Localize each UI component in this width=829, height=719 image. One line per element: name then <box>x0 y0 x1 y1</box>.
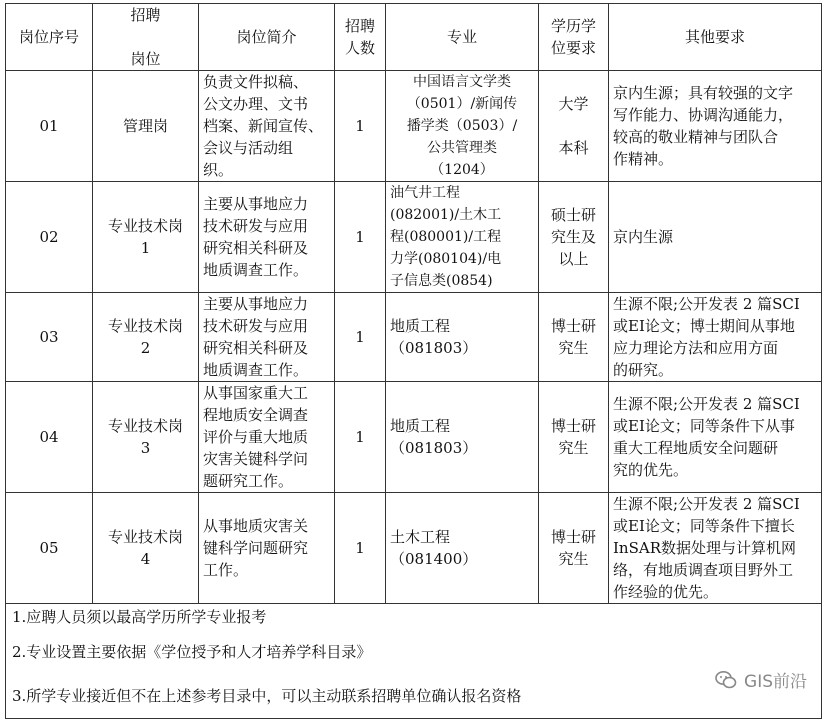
cell-major: 土木工程 （081400） <box>386 493 539 604</box>
header-other: 其他要求 <box>609 4 822 71</box>
cell-intro: 主要从事地应力 技术研发与应用 研究相关科研及 地质调查工作。 <box>199 182 335 293</box>
cell-no: 03 <box>6 293 93 382</box>
cell-other: 生源不限;公开发表 2 篇SCI 或EI论文；同等条件下擅长 InSAR数据处理与计算机网 络，有地质调查项目野外工 作经验的优先。 <box>609 493 822 604</box>
header-degree: 学历学 位要求 <box>539 4 609 71</box>
cell-count: 1 <box>335 493 386 604</box>
header-intro: 岗位简介 <box>199 4 335 71</box>
cell-no: 04 <box>6 382 93 493</box>
cell-intro: 主要从事地应力 技术研发与应用 研究相关科研及 地质调查工作。 <box>199 293 335 382</box>
cell-degree: 博士研 究生 <box>539 493 609 604</box>
cell-other: 生源不限;公开发表 2 篇SCI 或EI论文；博士期间从事地 应力理论方法和应用方面 的研究。 <box>609 293 822 382</box>
cell-count: 1 <box>335 293 386 382</box>
table-row <box>6 182 822 293</box>
note-item: 1.应聘人员须以最高学历所学专业报考 <box>12 608 267 626</box>
cell-position: 专业技术岗 3 <box>93 382 199 493</box>
cell-position: 专业技术岗 2 <box>93 293 199 382</box>
cell-degree: 硕士研 究生及 以上 <box>539 182 609 293</box>
notes-row <box>6 604 822 719</box>
notes-cell <box>6 604 822 719</box>
cell-intro: 从事国家重大工 程地质安全调查 评价与重大地质 灾害关键科学问 题研究工作。 <box>199 382 335 493</box>
cell-degree: 博士研 究生 <box>539 293 609 382</box>
cell-major: 中国语言文学类 （0501）/新闻传 播学类（0503）/ 公共管理类 （1204） <box>386 71 539 182</box>
header-row <box>6 4 822 71</box>
watermark <box>714 667 807 692</box>
header-major: 专业 <box>386 4 539 71</box>
header-count: 招聘 人数 <box>335 4 386 71</box>
watermark-text: GIS前沿 <box>744 672 807 692</box>
cell-other: 生源不限;公开发表 2 篇SCI 或EI论文；同等条件下从事 重大工程地质安全问题研 究的优先。 <box>609 382 822 493</box>
table-row <box>6 382 822 493</box>
cell-major: 地质工程 （081803） <box>386 382 539 493</box>
cell-count: 1 <box>335 182 386 293</box>
cell-position: 管理岗 <box>93 71 199 182</box>
cell-degree: 博士研 究生 <box>539 382 609 493</box>
header-position: 招聘 岗位 <box>93 4 199 71</box>
cell-no: 02 <box>6 182 93 293</box>
cell-no: 01 <box>6 71 93 182</box>
cell-other: 京内生源；具有较强的文字 写作能力、协调沟通能力， 较高的敬业精神与团队合 作精神。 <box>609 71 822 182</box>
table-row <box>6 71 822 182</box>
cell-intro: 负责文件拟稿、 公文办理、文书 档案、新闻宣传、 会议与活动组 织。 <box>199 71 335 182</box>
recruitment-table <box>5 3 822 719</box>
cell-position: 专业技术岗 1 <box>93 182 199 293</box>
note-item: 2.专业设置主要依据《学位授予和人才培养学科目录》 <box>12 643 372 661</box>
cell-major: 油气井工程 (082001)/土木工 程(080001)/工程 力学(080104)/电 子信息类(0854) <box>386 182 539 293</box>
note-item: 3.所学专业接近但不在上述参考目录中，可以主动联系招聘单位确认报名资格 <box>12 687 522 705</box>
wechat-icon <box>714 668 738 692</box>
cell-count: 1 <box>335 382 386 493</box>
table-row <box>6 293 822 382</box>
cell-position: 专业技术岗 4 <box>93 493 199 604</box>
cell-intro: 从事地质灾害关 键科学问题研究 工作。 <box>199 493 335 604</box>
header-position-no: 岗位序号 <box>6 4 93 71</box>
table-row <box>6 493 822 604</box>
cell-degree: 大学 本科 <box>539 71 609 182</box>
cell-count: 1 <box>335 71 386 182</box>
cell-other: 京内生源 <box>609 182 822 293</box>
cell-no: 05 <box>6 493 93 604</box>
cell-major: 地质工程 （081803） <box>386 293 539 382</box>
